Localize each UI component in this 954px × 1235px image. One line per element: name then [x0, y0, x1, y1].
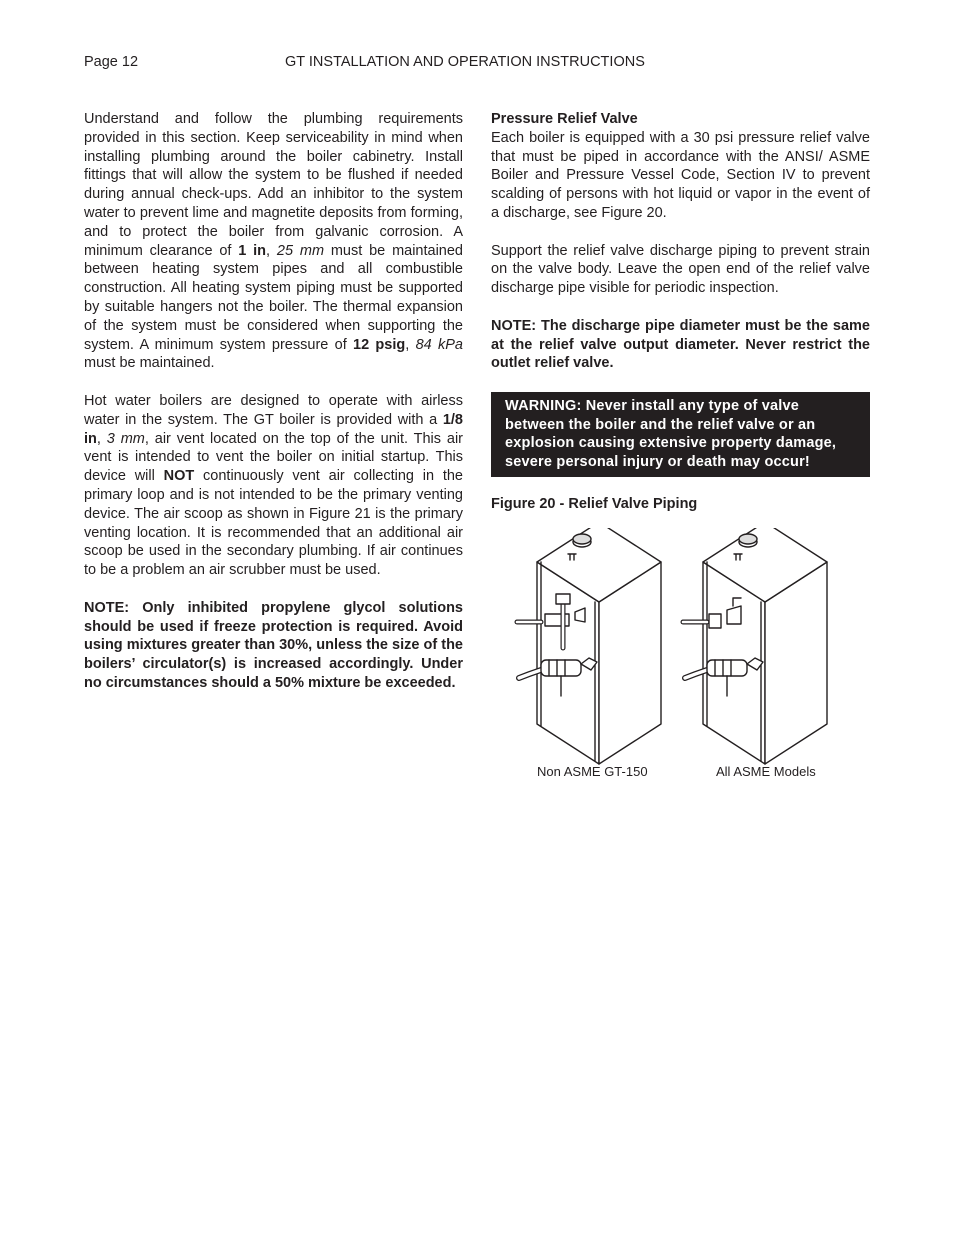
section-heading: Pressure Relief Valve	[491, 111, 638, 127]
warning-box: WARNING: Never install any type of valve between the boiler and the relief valve or an explosion causing extensive property damage, severe personal injury or death may occur!	[491, 392, 870, 477]
page-number: Page 12	[84, 54, 139, 70]
relief-valve-piping-illustration	[491, 528, 870, 778]
discharge-support-paragraph: Support the relief valve discharge piping to prevent strain on the valve body. Leave the open end of the relief valve discharge pipe visible for periodic inspection.	[491, 242, 870, 297]
running-title: GT INSTALLATION AND OPERATION INSTRUCTIONS	[285, 54, 645, 70]
plumbing-paragraph: Understand and follow the plumbing requirements provided in this section. Keep serviceability in mind when installing plumbing around the boiler cabinetry. Install fittings that will allow the system to be flushed if needed during annual check-ups. Add an inhibitor to the system water to prevent lime and magnetite deposits from forming, and to protect the boiler from galvanic corrosion. A minimum clearance of 1 in, 25 mm must be maintained between heating system pipes and all combustible construction. All heating system piping must be supported by suitable hangers not the boiler. The thermal expansion of the system must be considered when supporting the system. A minimum system pressure of 12 psig, 84 kPa must be maintained.	[84, 111, 463, 372]
figure-label-non-asme: Non ASME GT-150	[537, 764, 648, 779]
discharge-note: NOTE: The discharge pipe diameter must be the same at the relief valve output diameter. Never restrict the outlet relief valve.	[491, 317, 870, 372]
boiler-asme	[683, 528, 827, 764]
boiler-non-asme	[517, 528, 661, 764]
left-column	[84, 110, 463, 693]
figure-caption: Figure 20 - Relief Valve Piping	[491, 496, 698, 513]
figure-label-asme: All ASME Models	[716, 764, 816, 779]
relief-valve-paragraph: Each boiler is equipped with a 30 psi pressure relief valve that must be piped in accordance with the ANSI/ ASME Boiler and Pressure Vessel Code, Section IV to prevent scalding of persons with hot liquid or vapor in the event of a discharge, see Figure 20.	[491, 129, 870, 221]
glycol-note: NOTE: Only inhibited propylene glycol solutions should be used if freeze protection is required. Avoid using mixtures greater than 30%, unless the size of the boilers’ circulator(s) is increased accordingly. Under no circumstances should a 50% mixture be exceeded.	[84, 599, 463, 691]
air-vent-paragraph: Hot water boilers are designed to operate with airless water in the system. The GT boiler is provided with a 1/8 in, 3 mm, air vent located on the top of the unit. This air vent is intended to vent the boiler on initial startup. This device will NOT continuously vent air collecting in the primary loop and is not intended to be the primary venting device. The air scoop as shown in Figure 21 is the primary venting location. It is recommended that an additional air scoop be used in the secondary plumbing. If air continues to be a problem an air scrubber must be used.	[84, 392, 464, 579]
figure-area	[491, 514, 870, 804]
right-column	[491, 110, 870, 804]
